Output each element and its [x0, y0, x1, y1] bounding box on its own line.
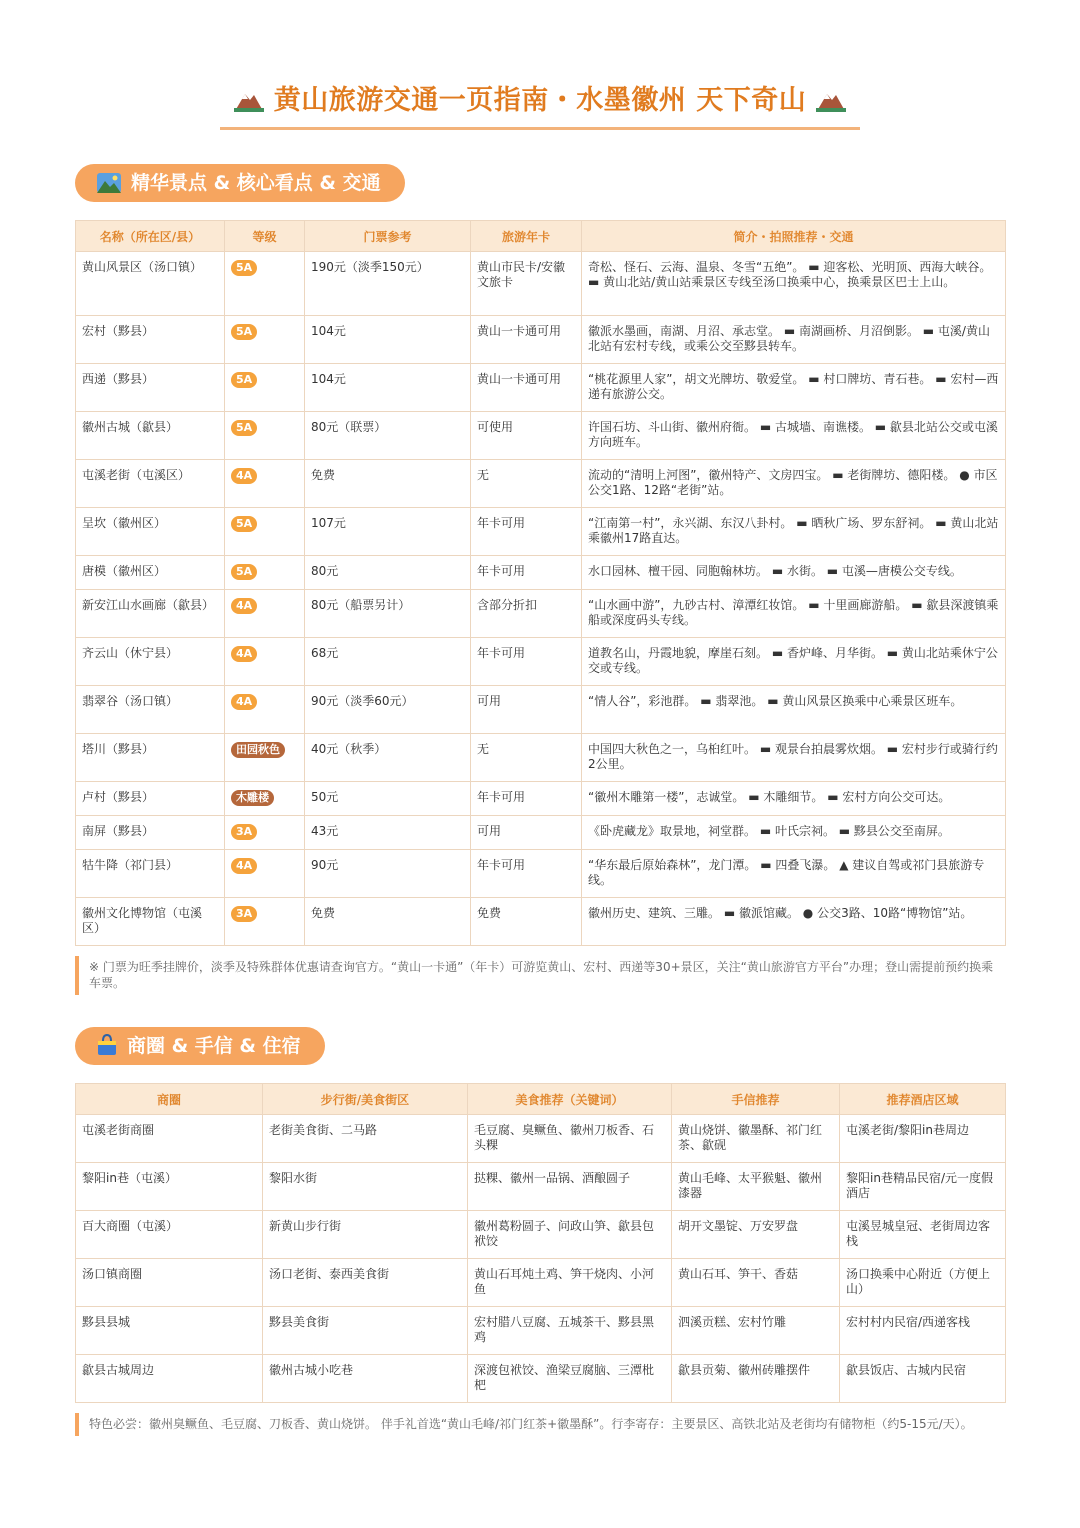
level-badge: 3A — [231, 906, 257, 922]
annual-card: 黄山一卡通可用 — [471, 316, 582, 364]
ticket-price: 90元 — [305, 850, 471, 898]
ticket-price: 107元 — [305, 508, 471, 556]
annual-card: 可使用 — [471, 412, 582, 460]
level-cell — [225, 316, 305, 364]
column-header: 手信推荐 — [672, 1084, 840, 1115]
ticket-price: 190元（淡季150元） — [305, 252, 471, 316]
attraction-name: 西递（黟县） — [76, 364, 225, 412]
shopping-area: 屯溪老街商圈 — [76, 1115, 263, 1163]
food-recommendation: 毛豆腐、臭鳜鱼、徽州刀板香、石头粿 — [468, 1115, 672, 1163]
ticket-price: 43元 — [305, 816, 471, 850]
level-badge: 5A — [231, 564, 257, 580]
ticket-price: 50元 — [305, 782, 471, 816]
section-title-attractions — [75, 164, 405, 202]
souvenir-recommendation: 胡开文墨锭、万安罗盘 — [672, 1211, 840, 1259]
mountain-icon — [234, 88, 264, 112]
column-header: 商圈 — [76, 1084, 263, 1115]
level-badge: 5A — [231, 372, 257, 388]
attraction-intro: “桃花源里人家”，胡文光牌坊、敬爱堂。 ▬ 村口牌坊、青石巷。 ▬ 宏村—西递有旅游公交。 — [582, 364, 1006, 412]
attraction-name: 屯溪老街（屯溪区） — [76, 460, 225, 508]
food-recommendation: 徽州葛粉圆子、问政山笋、歙县包袱饺 — [468, 1211, 672, 1259]
level-cell — [225, 782, 305, 816]
annual-card: 年卡可用 — [471, 508, 582, 556]
attraction-name: 徽州古城（歙县） — [76, 412, 225, 460]
table-row — [76, 1115, 1006, 1163]
level-cell — [225, 252, 305, 316]
hotel-area: 宏村村内民宿/西递客栈 — [840, 1307, 1006, 1355]
column-header: 等级 — [225, 221, 305, 252]
souvenir-recommendation: 黄山石耳、笋干、香菇 — [672, 1259, 840, 1307]
level-badge: 4A — [231, 468, 257, 484]
annual-card: 年卡可用 — [471, 638, 582, 686]
annual-card: 年卡可用 — [471, 782, 582, 816]
annual-card: 无 — [471, 734, 582, 782]
level-cell — [225, 460, 305, 508]
attraction-intro: 中国四大秋色之一，乌桕红叶。 ▬ 观景台拍晨雾炊烟。 ▬ 宏村步行或骑行约2公里。 — [582, 734, 1006, 782]
souvenir-recommendation: 歙县贡菊、徽州砖雕摆件 — [672, 1355, 840, 1403]
table-row — [76, 364, 1006, 412]
food-street: 黟县美食街 — [263, 1307, 468, 1355]
hotel-area: 屯溪老街/黎阳in巷周边 — [840, 1115, 1006, 1163]
attraction-intro: 徽州历史、建筑、三雕。 ▬ 徽派馆藏。 ● 公交3路、10路“博物馆”站。 — [582, 898, 1006, 946]
level-badge: 3A — [231, 824, 257, 840]
souvenir-recommendation: 泗溪贡糕、宏村竹雕 — [672, 1307, 840, 1355]
page-title-text: 黄山旅游交通一页指南・水墨徽州 天下奇山 — [273, 85, 807, 116]
column-header: 美食推荐（关键词） — [468, 1084, 672, 1115]
table-row — [76, 1307, 1006, 1355]
ticket-price: 104元 — [305, 316, 471, 364]
level-badge: 4A — [231, 598, 257, 614]
section-title-text: 精华景点 & 核心看点 & 交通 — [131, 172, 381, 194]
level-badge: 田园秋色 — [231, 742, 285, 758]
food-street: 新黄山步行街 — [263, 1211, 468, 1259]
mountain-icon — [816, 88, 846, 112]
hotel-area: 屯溪昱城皇冠、老街周边客栈 — [840, 1211, 1006, 1259]
table-row — [76, 1163, 1006, 1211]
annual-card: 无 — [471, 460, 582, 508]
table-row — [76, 316, 1006, 364]
level-cell — [225, 686, 305, 734]
level-cell — [225, 364, 305, 412]
ticket-price: 80元（联票） — [305, 412, 471, 460]
ticket-price: 80元（船票另计） — [305, 590, 471, 638]
column-header: 推荐酒店区域 — [840, 1084, 1006, 1115]
attraction-name: 新安江山水画廊（歙县） — [76, 590, 225, 638]
level-badge: 5A — [231, 420, 257, 436]
level-cell — [225, 590, 305, 638]
ticket-price: 68元 — [305, 638, 471, 686]
attraction-name: 南屏（黟县） — [76, 816, 225, 850]
table-row — [76, 508, 1006, 556]
level-badge: 4A — [231, 858, 257, 874]
annual-card: 年卡可用 — [471, 556, 582, 590]
attractions-table — [75, 220, 1006, 946]
level-cell — [225, 638, 305, 686]
level-badge: 5A — [231, 324, 257, 340]
attraction-name: 黄山风景区（汤口镇） — [76, 252, 225, 316]
attraction-name: 唐模（徽州区） — [76, 556, 225, 590]
level-cell — [225, 556, 305, 590]
food-recommendation: 深渡包袱饺、渔梁豆腐脑、三潭枇杷 — [468, 1355, 672, 1403]
ticket-price: 免费 — [305, 460, 471, 508]
table-row — [76, 850, 1006, 898]
attraction-intro: 水口园林、檀干园、同胞翰林坊。 ▬ 水街。 ▬ 屯溪—唐模公交专线。 — [582, 556, 1006, 590]
food-street: 老街美食街、二马路 — [263, 1115, 468, 1163]
attraction-name: 宏村（黟县） — [76, 316, 225, 364]
table-row — [76, 782, 1006, 816]
level-cell — [225, 816, 305, 850]
column-header: 旅游年卡 — [471, 221, 582, 252]
hotel-area: 黎阳in巷精品民宿/元一度假酒店 — [840, 1163, 1006, 1211]
table-row — [76, 590, 1006, 638]
level-badge: 5A — [231, 516, 257, 532]
table-row — [76, 556, 1006, 590]
level-cell — [225, 508, 305, 556]
attraction-intro: 流动的“清明上河图”，徽州特产、文房四宝。 ▬ 老街牌坊、德阳楼。 ● 市区公交1路、12路“老街”站。 — [582, 460, 1006, 508]
ticket-price: 免费 — [305, 898, 471, 946]
attraction-intro: “徽州木雕第一楼”，志诚堂。 ▬ 木雕细节。 ▬ 宏村方向公交可达。 — [582, 782, 1006, 816]
shopping-area: 黟县县城 — [76, 1307, 263, 1355]
ticket-price: 40元（秋季） — [305, 734, 471, 782]
table-row — [76, 638, 1006, 686]
shopping-area: 歙县古城周边 — [76, 1355, 263, 1403]
level-cell — [225, 734, 305, 782]
shopping-area: 黎阳in巷（屯溪） — [76, 1163, 263, 1211]
level-cell — [225, 898, 305, 946]
column-header: 步行街/美食街区 — [263, 1084, 468, 1115]
attraction-name: 塔川（黟县） — [76, 734, 225, 782]
section-title-text: 商圈 & 手信 & 住宿 — [127, 1035, 301, 1057]
food-recommendation: 挞粿、徽州一品锅、酒酿圆子 — [468, 1163, 672, 1211]
attraction-intro: 许国石坊、斗山街、徽州府衙。 ▬ 古城墙、南谯楼。 ▬ 歙县北站公交或屯溪方向班车。 — [582, 412, 1006, 460]
column-header: 门票参考 — [305, 221, 471, 252]
attraction-intro: “江南第一村”，永兴湖、东汉八卦村。 ▬ 晒秋广场、罗东舒祠。 ▬ 黄山北站乘徽州17路直达。 — [582, 508, 1006, 556]
attractions-note: ※ 门票为旺季挂牌价，淡季及特殊群体优惠请查询官方。“黄山一卡通”（年卡）可游览黄山、宏村、西递等30+景区，关注“黄山旅游官方平台”办理；登山需提前预约换乘车票。 — [75, 956, 1005, 995]
attraction-intro: “山水画中游”，九砂古村、漳潭红妆馆。 ▬ 十里画廊游船。 ▬ 歙县深渡镇乘船或深度码头专线。 — [582, 590, 1006, 638]
food-recommendation: 宏村腊八豆腐、五城茶干、黟县黑鸡 — [468, 1307, 672, 1355]
table-row — [76, 1211, 1006, 1259]
hotel-area: 汤口换乘中心附近（方便上山） — [840, 1259, 1006, 1307]
table-row — [76, 816, 1006, 850]
attraction-intro: 《卧虎藏龙》取景地，祠堂群。 ▬ 叶氏宗祠。 ▬ 黟县公交至南屏。 — [582, 816, 1006, 850]
annual-card: 免费 — [471, 898, 582, 946]
landscape-icon — [97, 173, 121, 193]
table-row — [76, 460, 1006, 508]
shopping-area: 百大商圈（屯溪） — [76, 1211, 263, 1259]
annual-card: 含部分折扣 — [471, 590, 582, 638]
shopping-table — [75, 1083, 1006, 1403]
attraction-intro: “情人谷”，彩池群。 ▬ 翡翠池。 ▬ 黄山风景区换乘中心乘景区班车。 — [582, 686, 1006, 734]
hotel-area: 歙县饭店、古城内民宿 — [840, 1355, 1006, 1403]
annual-card: 黄山市民卡/安徽文旅卡 — [471, 252, 582, 316]
annual-card: 黄山一卡通可用 — [471, 364, 582, 412]
ticket-price: 80元 — [305, 556, 471, 590]
attraction-intro: “华东最后原始森林”，龙门潭。 ▬ 四叠飞瀑。 ▲ 建议自驾或祁门县旅游专线。 — [582, 850, 1006, 898]
table-row — [76, 252, 1006, 316]
level-cell — [225, 412, 305, 460]
attraction-name: 齐云山（休宁县） — [76, 638, 225, 686]
shopping-bag-icon — [97, 1034, 117, 1056]
souvenir-recommendation: 黄山烧饼、徽墨酥、祁门红茶、歙砚 — [672, 1115, 840, 1163]
food-street: 黎阳水街 — [263, 1163, 468, 1211]
attraction-intro: 徽派水墨画，南湖、月沼、承志堂。 ▬ 南湖画桥、月沼倒影。 ▬ 屯溪/黄山北站有宏村专线，或乘公交至黟县转车。 — [582, 316, 1006, 364]
table-row — [76, 1355, 1006, 1403]
table-row — [76, 412, 1006, 460]
ticket-price: 90元（淡季60元） — [305, 686, 471, 734]
level-badge: 木雕楼 — [231, 790, 274, 806]
food-street: 徽州古城小吃巷 — [263, 1355, 468, 1403]
attraction-intro: 道教名山，丹霞地貌，摩崖石刻。 ▬ 香炉峰、月华街。 ▬ 黄山北站乘休宁公交或专线。 — [582, 638, 1006, 686]
annual-card: 可用 — [471, 686, 582, 734]
column-header: 简介・拍照推荐・交通 — [582, 221, 1006, 252]
shopping-note: 特色必尝：徽州臭鳜鱼、毛豆腐、刀板香、黄山烧饼。 伴手礼首选“黄山毛峰/祁门红茶+徽墨酥”。行李寄存：主要景区、高铁北站及老街均有储物柜（约5-15元/天）。 — [75, 1413, 1005, 1436]
column-header: 名称（所在区/县） — [76, 221, 225, 252]
attraction-name: 呈坎（徽州区） — [76, 508, 225, 556]
level-badge: 5A — [231, 260, 257, 276]
table-row — [76, 734, 1006, 782]
page-title — [220, 78, 860, 130]
level-badge: 4A — [231, 646, 257, 662]
food-recommendation: 黄山石耳炖土鸡、笋干烧肉、小河鱼 — [468, 1259, 672, 1307]
table-row — [76, 898, 1006, 946]
shopping-area: 汤口镇商圈 — [76, 1259, 263, 1307]
attraction-intro: 奇松、怪石、云海、温泉、冬雪“五绝”。 ▬ 迎客松、光明顶、西海大峡谷。 ▬ 黄山北站/黄山站乘景区专线至汤口换乘中心，换乘景区巴士上山。 — [582, 252, 1006, 316]
attraction-name: 牯牛降（祁门县） — [76, 850, 225, 898]
attraction-name: 翡翠谷（汤口镇） — [76, 686, 225, 734]
level-badge: 4A — [231, 694, 257, 710]
attraction-name: 卢村（黟县） — [76, 782, 225, 816]
souvenir-recommendation: 黄山毛峰、太平猴魁、徽州漆器 — [672, 1163, 840, 1211]
food-street: 汤口老街、泰西美食街 — [263, 1259, 468, 1307]
section-title-shopping — [75, 1027, 325, 1065]
annual-card: 可用 — [471, 816, 582, 850]
table-row — [76, 686, 1006, 734]
table-row — [76, 1259, 1006, 1307]
attraction-name: 徽州文化博物馆（屯溪区） — [76, 898, 225, 946]
ticket-price: 104元 — [305, 364, 471, 412]
annual-card: 年卡可用 — [471, 850, 582, 898]
level-cell — [225, 850, 305, 898]
